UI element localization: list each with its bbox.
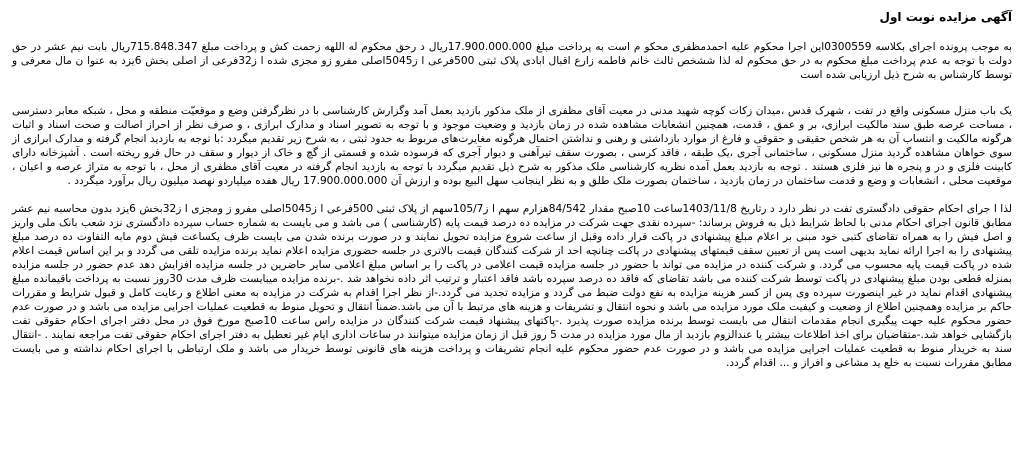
paragraph-auction-terms: لذا ا جرای احکام حقوقی دادگستری تفت در نظر دارد د رتاریخ 1403/11/8ساعت 10صبح مقدار 84/542هزارم سهم ا ز105/7سهم از پلاک ثبتی 500فرعی ا ز5045اصلی مفرو ز ومجزی ا ز32بخش 6یزد بدون محاسبه نیم عشر مطابق قانون اجرای احکام مدنی با لحاظ شرایط ذیل به فروش برساند: -سپرده نقدی جهت شرکت در مزایده ده درصد قیمت پایه (کارشناسی ) می باشد و می بایست به شماره حساب سپرده دادگستری نزد شعب بانک ملی واریز و اصل فیش را به همراه تقاضای کتبی خود مبنی بر اعلام مبلغ پیشنهادی در پاکت قرار داده وقبل از ساعت شروع مزایده تحویل نمایند و در صورت برنده شدن می بایست ظرف یکساعت فیش دوم مابه التفاوت ده درصد مبلغ پیشنهادی را به اجرا ارائه نماید بدیهی است پس از تعیین سقف قیمتهای پیشنهادی در پاکت چنانچه احد از شرکت کنندگان قیمت بالاتری در جلسه حضوری مزایده اعلام نماید برنده مزایده تلقی می گردد و بر این اساس قیمت اعلام شده در پاکت قیمت پایه محسوب می گردد. و شرکت کننده در مزایده می تواند با حضور در جلسه مزایده قیمت اعلامی در پاکت را بر اساس مبلغ اعلامی سایر حاضرین در جلسه مزایده افزایش دهد عدم حضور در جلسه مزایده بمنزله قطعی بودن مبلغ پیشنهادی در پاکت توسط شرکت کننده می باشد تقاضای که فاقد ده درصد سپرده باشد فاقد اعتبار و ترتیب اثر داده نخواهد شد .-برنده مزایده میبایست ظرف مدت 30روز نسبت به پرداخت باقیمانده مبلغ پیشنهادی اقدام نماید در غیر اینصورت سپرده وی پس از کسر هزینه مزایده به نفع دولت ضبط می گردد و مزایده تجدید می گردد.-از نظر اجرا اقدام به شرکت در مزایده به معنی اطلاع و رعایت کامل و قبول شرایط و مقررات حاکم بر مزایده وهمچنین اطلاع از وضعیت و کیفیت ملک مورد مزایده می باشد و نحوه انتقال و تشریفات و هزینه های مرتبط با آن می باشد.ضمناً انتقال و تحویل منوط به قطعیت عملیات اجرایی مزایده می باشد و در صورت عدم حضور محکوم علیه جهت پیگیری انجام مقدمات انتقال می بایست توسط برنده مزایده صورت پذیرد .-پاکتهای پیشنهاد قیمت شرکت کنندگان در مزایده راس ساعت 10صبح مورخ فوق در محل دفتر اجرای احکام حقوقی تفت بازگشایی خواهد شد.-متقاضیان برای اخذ اطلاعات بیشتر یا عندالزوم بازدید از مال مورد مزایده در مدت 5 روز قبل از زمان مزایده میتوانند در ساعات اداری ایام غیر تعطیل به دفتر اجرای احکام حقوقی تفت مراجعه نمایند . -انتقال سند به خریدار منوط به قطعیت عملیات اجرایی مزایده می باشد و در صورت عدم حضور محکوم علیه انجام تشریفات و پرداخت هزینه های قانونی توسط خریدار می باشد و ملک ارتباطی با اجرای احکام نداشته و می بایست مطابق مقررات نسبت به خلع ید مشاعی و افراز و ... اقدام گردد. xyxy=(12,203,1012,369)
paragraph-judgment: به موجب پرونده اجرای بکلاسه 0300559این اجرا محکوم علیه احمدمظفری محکو م است به پرداخت مبلغ 17.900.000.000ریال د رحق محکوم له اللهه زحمت کش و پرداخت مبلغ 715.848.347ریال بابت نیم عشر در حق دولت با توجه به عدم پرداخت مبلغ محکوم به در حق محکوم له لذا ششخص ثالث خانم فاطمه زارع اقبال ابادی پلاک ثبتی 500فرعی ا ز5045اصلی مفرو زو مجزی شده ا ز32فرعی از اصلی بخش 6یزد به عنوا ن مال معرفی و توسط کارشناس به شرح ذیل ارزیابی شده است xyxy=(12,41,1013,81)
notice-title: آگهی مزایده نوبت اول xyxy=(879,10,1012,24)
paragraph-expert-appraisal: یک باب منزل مسکونی واقع در تفت ، شهرک قدس ،میدان زکات کوچه شهید مدنی در معیت آقای مظفری از ملک مذکور بازدید بعمل آمد وگزارش کارشناسی با در نظرگرفتن وضع و موقعیّت منطقه و محل ، شبکه معابر دسترسی ، مساحت عرصه طبق سند مالکیت ابرازی، بر و عمق ، قدمت، همچنین انشعابات مشاهده شده در زمان بازدید و وضعیت موجود و با توجه به تصویر اسناد و مدارک ابرازی ، و صرف نظر از احراز اصالت و صحت اسناد و اثبات هرگونه مالکیت و انتساب آن به هر شخص حقیقی و حقوقی و فارغ از موارد بازداشتی و رهنی و نداشتن احتمال هرگونه مغایرت‌های مربوط به حدود ثبتی ، به شرح زیر تقدیم میگردد :با توجه به بازدید انجام گرفته و مدارک ابرازی از سوی خواهان مشاهده گردید منزل مسکونی ، ساختمانی آجری ،یک طبقه ، فاقد کرسی ، بصورت سقف تیرآهنی و دیوار آجری که فرسوده شده و قسمتی از گچ و خاک از دیوار و سقف در حال فرو ریخته است . آشپزخانه دارای کابینت فلزی و در و پنجره ها نیز فلزی هستند . توجه به بازدید بعمل آمده نظریه کارشناسی ملک مذکور به شرح ذیل تقدیم میگردد با توجه به بازدید انجام گرفته در معیت آقای مظفری از محل ، با توجه به متراژ عرصه و اعیان ، موقعیت محلی ، انشعابات و وضع و قدمت ساختمان در زمان بازدید ، ساختمان بصورت ملک طلق و به نظر اینجانب سهل البیع بوده و ارزش آن 17.900.000.000 ریال هفده میلیاردو نهصد میلیون ریال برآورد میگردد . xyxy=(12,105,1012,187)
